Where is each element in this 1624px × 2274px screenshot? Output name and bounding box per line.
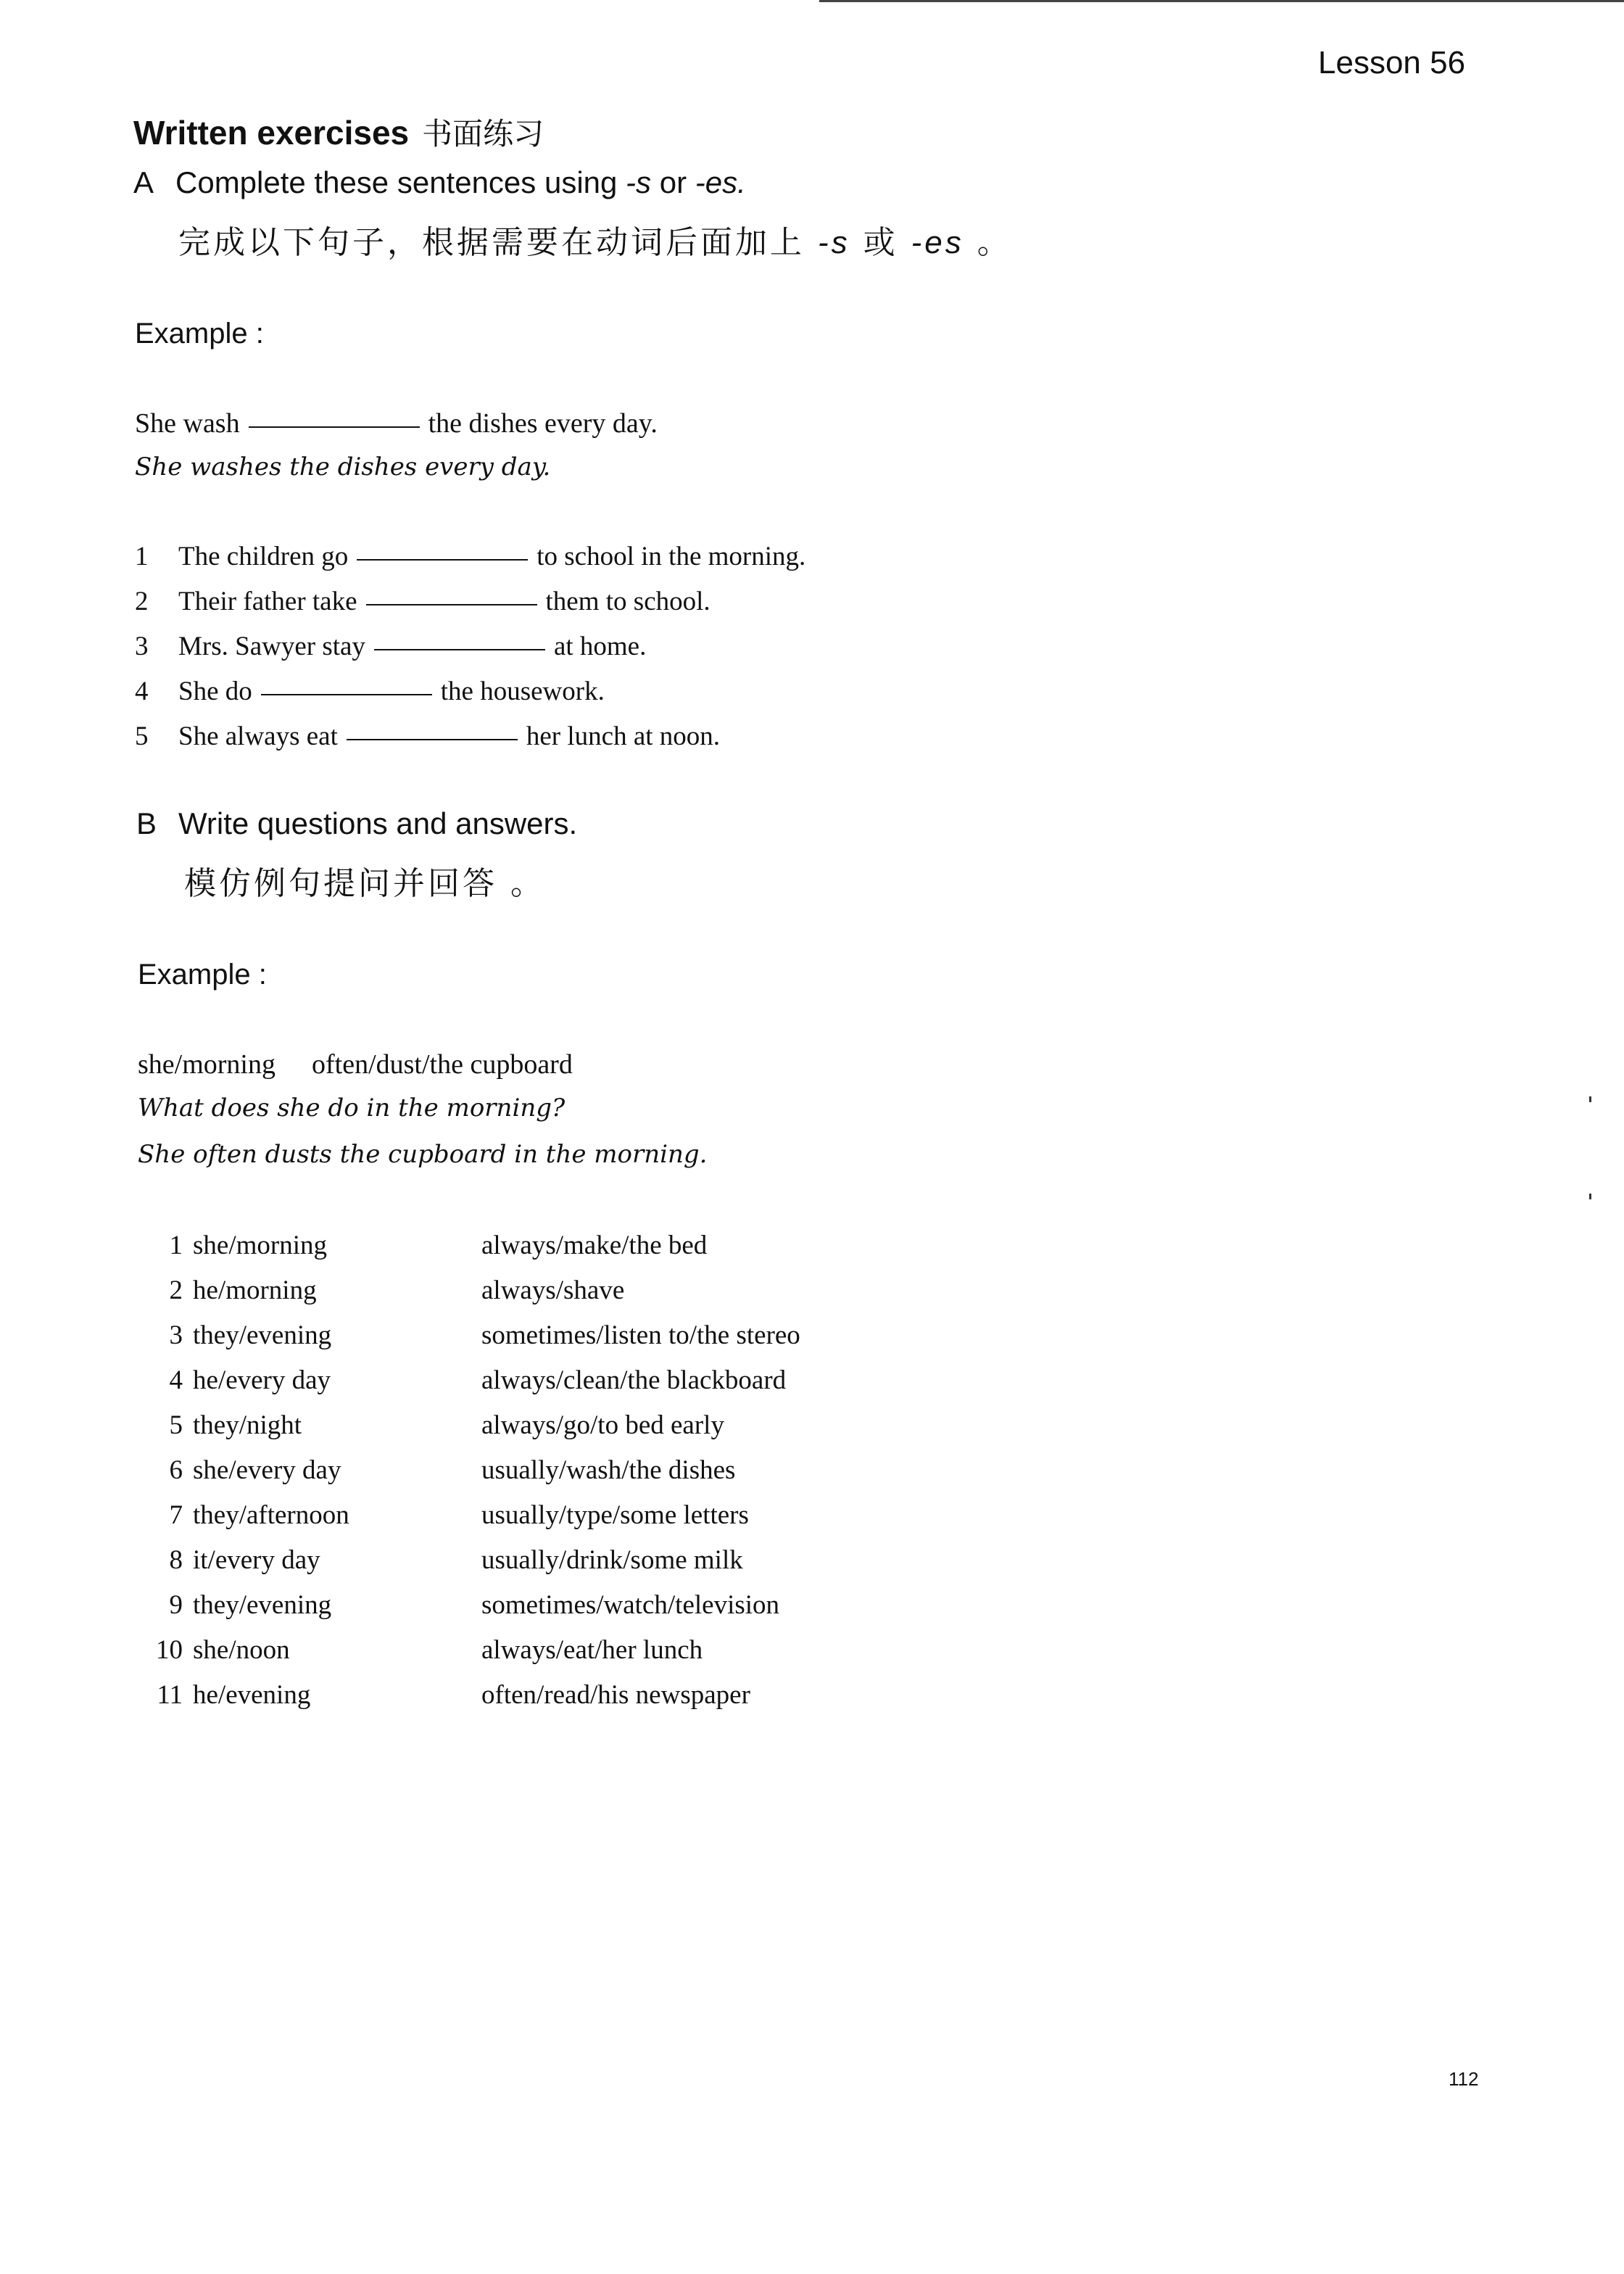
section-a-instruction-prefix: Complete these sentences using — [175, 165, 626, 199]
row-subject: he/every day — [193, 1365, 331, 1395]
item-after: her lunch at noon. — [526, 722, 721, 751]
answer-blank[interactable] — [261, 694, 432, 695]
list-item — [135, 629, 805, 674]
item-after: to school in the morning. — [536, 542, 806, 571]
title-text: Written exercises — [133, 114, 410, 152]
row-subject: it/every day — [193, 1545, 320, 1575]
row-prompt: sometimes/watch/television — [481, 1590, 780, 1620]
row-subject: they/evening — [193, 1590, 332, 1620]
table-row — [138, 1408, 800, 1453]
answer-blank[interactable] — [347, 739, 518, 740]
section-b-example-label: Example : — [138, 959, 267, 991]
table-row — [138, 1678, 800, 1723]
table-row — [138, 1273, 800, 1318]
section-a-instruction — [133, 165, 746, 200]
item-after: the housework. — [440, 677, 605, 706]
row-prompt: always/go/to bed early — [481, 1410, 724, 1440]
row-number: 11 — [157, 1680, 183, 1710]
section-b-example-prompt — [138, 1049, 573, 1080]
item-before: She do — [178, 677, 252, 706]
item-number: 4 — [135, 677, 149, 706]
example-before: She wash — [135, 408, 240, 439]
page-number: 112 — [1449, 2068, 1479, 2090]
section-b-instruction-zh: 模仿例句提问并回答 。 — [184, 865, 545, 902]
row-subject: he/evening — [193, 1680, 311, 1710]
table-row — [138, 1543, 800, 1588]
item-before: Their father take — [178, 587, 357, 616]
section-b-table — [138, 1228, 800, 1723]
item-number: 2 — [135, 587, 149, 616]
row-number: 6 — [169, 1455, 183, 1485]
row-subject: she/noon — [193, 1635, 290, 1665]
lesson-label: Lesson 56 — [1318, 45, 1466, 80]
item-before: She always eat — [178, 722, 338, 751]
row-prompt: usually/wash/the dishes — [481, 1455, 736, 1485]
row-subject: they/evening — [193, 1320, 332, 1350]
row-number: 4 — [169, 1365, 183, 1395]
answer-blank[interactable] — [249, 426, 420, 428]
item-number: 3 — [135, 632, 149, 661]
table-row — [138, 1228, 800, 1273]
item-after: them to school. — [545, 587, 710, 616]
section-a-instruction-zh — [178, 216, 1012, 262]
table-row — [138, 1363, 800, 1408]
page-title — [133, 110, 544, 154]
answer-blank[interactable] — [374, 649, 545, 650]
section-a-example-answer: She washes the dishes every day. — [135, 452, 551, 481]
row-number: 2 — [169, 1275, 183, 1305]
row-prompt: usually/type/some letters — [481, 1500, 749, 1530]
answer-blank[interactable] — [357, 559, 528, 561]
list-item — [135, 539, 805, 584]
section-a-instruction-or: or — [651, 165, 695, 199]
row-subject: she/every day — [193, 1455, 341, 1485]
table-row — [138, 1633, 800, 1678]
item-before: The children go — [178, 542, 349, 571]
row-prompt: always/eat/her lunch — [481, 1635, 703, 1665]
section-a-letter: A — [133, 165, 154, 199]
section-a-suffix-es: -es. — [695, 165, 746, 199]
section-a-example-sentence — [135, 408, 658, 439]
row-prompt: sometimes/listen to/the stereo — [481, 1320, 800, 1350]
row-number: 5 — [169, 1410, 183, 1440]
section-b-example-answer: She often dusts the cupboard in the morning. — [138, 1140, 708, 1169]
row-prompt: always/clean/the blackboard — [481, 1365, 787, 1395]
section-a-zh-or: 或 — [850, 224, 911, 261]
row-number: 9 — [169, 1590, 183, 1620]
section-b-instruction-text: Write questions and answers. — [178, 806, 578, 840]
row-prompt: always/make/the bed — [481, 1231, 708, 1260]
section-b-letter: B — [136, 806, 157, 840]
row-number: 8 — [169, 1545, 183, 1575]
section-a-suffix-s: -s — [626, 165, 652, 199]
scan-speck — [1589, 1096, 1591, 1102]
section-a-zh-text: 完成以下句子，根据需要在动词后面加上 — [178, 224, 818, 261]
top-rule — [819, 0, 1624, 2]
item-after: at home. — [553, 632, 647, 661]
example-after: the dishes every day. — [428, 408, 658, 439]
row-subject: they/afternoon — [193, 1500, 349, 1530]
answer-blank[interactable] — [366, 604, 537, 605]
title-zh: 书面练习 — [422, 116, 544, 152]
row-number: 10 — [156, 1635, 183, 1665]
row-prompt: often/read/his newspaper — [481, 1680, 750, 1710]
list-item — [135, 584, 805, 629]
list-item — [135, 719, 805, 764]
section-a-zh-end: 。 — [964, 224, 1012, 261]
example-subject: she/morning — [138, 1049, 276, 1080]
row-subject: he/morning — [193, 1275, 317, 1305]
row-prompt: always/shave — [481, 1275, 625, 1305]
row-prompt: usually/drink/some milk — [481, 1545, 743, 1575]
row-number: 1 — [169, 1231, 183, 1260]
list-item — [135, 674, 805, 719]
table-row — [138, 1588, 800, 1633]
section-a-zh-es: -es — [911, 225, 964, 260]
example-prompt: often/dust/the cupboard — [311, 1049, 573, 1080]
row-subject: she/morning — [193, 1231, 327, 1260]
item-before: Mrs. Sawyer stay — [178, 632, 365, 661]
row-number: 3 — [169, 1320, 183, 1350]
item-number: 1 — [135, 542, 149, 571]
table-row — [138, 1318, 800, 1363]
section-a-list — [135, 539, 805, 764]
item-number: 5 — [135, 722, 149, 751]
table-row — [138, 1453, 800, 1498]
section-a-zh-s: -s — [818, 225, 850, 260]
section-b-instruction — [136, 806, 577, 841]
scan-speck — [1589, 1194, 1591, 1199]
table-row — [138, 1498, 800, 1543]
row-subject: they/night — [193, 1410, 302, 1440]
section-b-example-question: What does she do in the morning? — [138, 1093, 566, 1122]
row-number: 7 — [169, 1500, 183, 1530]
section-a-example-label: Example : — [135, 318, 264, 350]
